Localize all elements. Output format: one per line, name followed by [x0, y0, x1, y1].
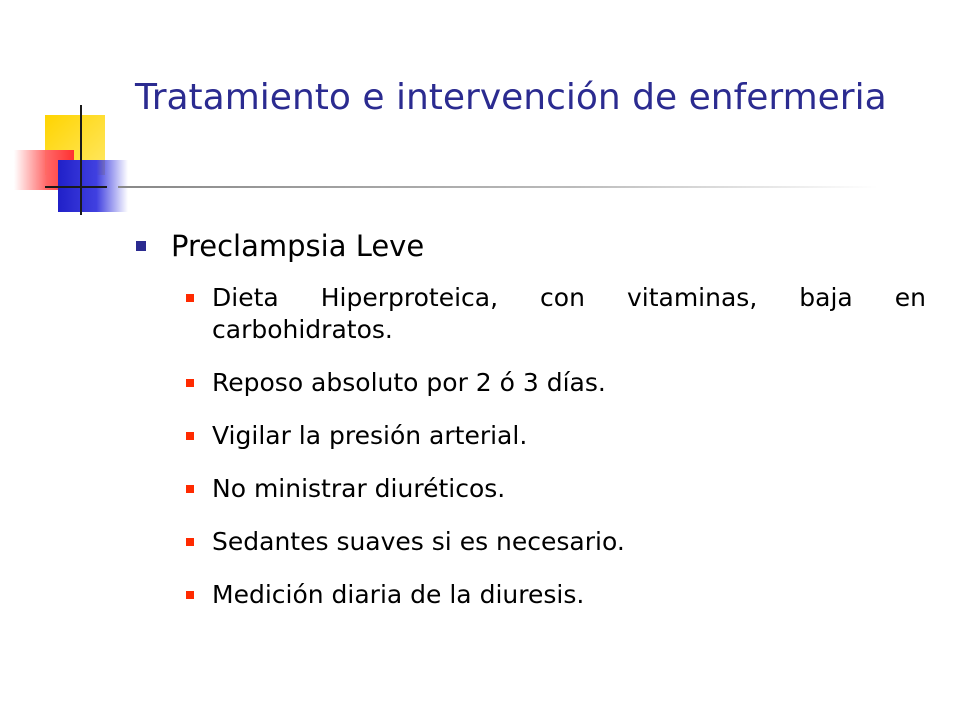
list-item: [186, 526, 926, 558]
main-bullet-item: [136, 226, 424, 266]
small-square-bullet-icon: [186, 485, 194, 493]
title-divider: [118, 186, 878, 188]
small-square-bullet-icon: [186, 591, 194, 599]
list-item-text: Reposo absoluto por 2 ó 3 días.: [212, 368, 606, 397]
slide-title: Tratamiento e intervención de enfermeria: [135, 77, 887, 118]
list-item: [186, 579, 926, 611]
list-item-text: Vigilar la presión arterial.: [212, 421, 528, 450]
small-square-bullet-icon: [186, 294, 194, 302]
list-item-text: Medición diaria de la diuresis.: [212, 580, 585, 609]
list-item-text: Dieta Hiperproteica, con vitaminas, baja en carbohidratos.: [212, 283, 926, 344]
sub-bullet-list: [186, 282, 926, 632]
logo-horizontal-line: [45, 186, 107, 188]
small-square-bullet-icon: [186, 538, 194, 546]
list-item: [186, 420, 926, 452]
list-item: [186, 367, 926, 399]
small-square-bullet-icon: [186, 432, 194, 440]
small-square-bullet-icon: [186, 379, 194, 387]
list-item: [186, 282, 926, 346]
main-bullet-text: Preclampsia Leve: [171, 229, 425, 263]
list-item-text: No ministrar diuréticos.: [212, 474, 506, 503]
list-item: [186, 473, 926, 505]
square-bullet-icon: [136, 241, 146, 251]
logo-vertical-line: [80, 105, 82, 215]
list-item-text: Sedantes suaves si es necesario.: [212, 527, 625, 556]
